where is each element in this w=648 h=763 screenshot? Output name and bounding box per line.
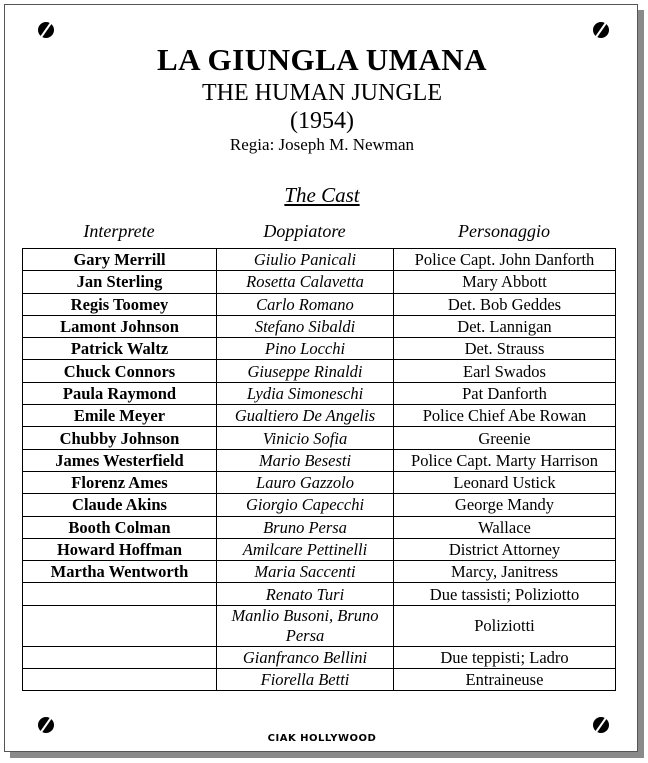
cell-voice: Gualtiero De Angelis xyxy=(217,405,394,427)
cell-voice: Giuseppe Rinaldi xyxy=(217,360,394,382)
cast-table xyxy=(22,248,616,691)
table-row xyxy=(23,494,616,516)
cell-voice: Mario Besesti xyxy=(217,449,394,471)
cell-actor: Howard Hoffman xyxy=(23,538,217,560)
cell-role: Police Capt. Marty Harrison xyxy=(394,449,616,471)
cell-voice: Lauro Gazzolo xyxy=(217,471,394,493)
cell-actor: James Westerfield xyxy=(23,449,217,471)
table-row xyxy=(23,669,616,691)
cell-role: Det. Strauss xyxy=(394,338,616,360)
cell-role: Mary Abbott xyxy=(394,271,616,293)
screw-icon xyxy=(38,717,54,733)
table-row xyxy=(23,516,616,538)
cell-voice: Lydia Simoneschi xyxy=(217,382,394,404)
cell-voice: Bruno Persa xyxy=(217,516,394,538)
director-credit: Regia: Joseph M. Newman xyxy=(229,135,415,154)
cell-actor: Emile Meyer xyxy=(23,405,217,427)
cell-role: District Attorney xyxy=(394,538,616,560)
cell-actor: Chubby Johnson xyxy=(23,427,217,449)
table-row xyxy=(23,583,616,605)
cell-voice: Carlo Romano xyxy=(217,293,394,315)
cell-role: Greenie xyxy=(394,427,616,449)
cell-role: Earl Swados xyxy=(394,360,616,382)
cell-voice: Stefano Sibaldi xyxy=(217,315,394,337)
cell-role: George Mandy xyxy=(394,494,616,516)
release-year: (1954) xyxy=(290,108,354,134)
cell-role: Wallace xyxy=(394,516,616,538)
screw-icon xyxy=(593,717,609,733)
cell-actor: Jan Sterling xyxy=(23,271,217,293)
cell-voice: Pino Locchi xyxy=(217,338,394,360)
cell-voice: Fiorella Betti xyxy=(217,669,394,691)
logo-text: CIAK HOLLYWOOD xyxy=(267,733,377,744)
table-row xyxy=(23,427,616,449)
cell-actor: Patrick Waltz xyxy=(23,338,217,360)
cell-role: Police Chief Abe Rowan xyxy=(394,405,616,427)
cell-role: Entraineuse xyxy=(394,669,616,691)
cell-role: Due tassisti; Poliziotto xyxy=(394,583,616,605)
cell-actor: Booth Colman xyxy=(23,516,217,538)
cell-role: Det. Bob Geddes xyxy=(394,293,616,315)
column-header-role: Personaggio xyxy=(458,221,550,241)
table-row xyxy=(23,382,616,404)
column-header-voice: Doppiatore xyxy=(263,221,346,241)
cell-role: Marcy, Janitress xyxy=(394,561,616,583)
cell-voice: Rosetta Calavetta xyxy=(217,271,394,293)
cell-role: Leonard Ustick xyxy=(394,471,616,493)
cell-voice: Maria Saccenti xyxy=(217,561,394,583)
cell-voice: Renato Turi xyxy=(217,583,394,605)
cell-actor xyxy=(23,669,217,691)
table-row xyxy=(23,315,616,337)
cell-role: Police Capt. John Danforth xyxy=(394,249,616,271)
table-row xyxy=(23,605,616,646)
table-row xyxy=(23,449,616,471)
cell-actor: Paula Raymond xyxy=(23,382,217,404)
cell-actor xyxy=(23,646,217,668)
table-row xyxy=(23,538,616,560)
table-row xyxy=(23,471,616,493)
table-row xyxy=(23,646,616,668)
screw-icon xyxy=(593,22,609,38)
column-header-actor: Interprete xyxy=(83,221,155,241)
cell-role: Det. Lannigan xyxy=(394,315,616,337)
cell-voice: Vinicio Sofia xyxy=(217,427,394,449)
cell-voice: Giorgio Capecchi xyxy=(217,494,394,516)
plaque xyxy=(4,4,638,752)
cell-actor: Claude Akins xyxy=(23,494,217,516)
table-row xyxy=(23,405,616,427)
table-row xyxy=(23,293,616,315)
cell-voice: Gianfranco Bellini xyxy=(217,646,394,668)
table-row xyxy=(23,271,616,293)
cell-actor: Florenz Ames xyxy=(23,471,217,493)
cell-voice: Manlio Busoni, Bruno Persa xyxy=(217,605,394,646)
cell-actor: Martha Wentworth xyxy=(23,561,217,583)
table-row xyxy=(23,561,616,583)
title-italian: LA GIUNGLA UMANA xyxy=(156,42,488,77)
cell-actor xyxy=(23,605,217,646)
table-row xyxy=(23,249,616,271)
cell-role: Pat Danforth xyxy=(394,382,616,404)
table-row xyxy=(23,338,616,360)
title-english: THE HUMAN JUNGLE xyxy=(202,80,442,106)
cell-role: Due teppisti; Ladro xyxy=(394,646,616,668)
table-row xyxy=(23,360,616,382)
cell-actor: Lamont Johnson xyxy=(23,315,217,337)
cell-actor: Regis Toomey xyxy=(23,293,217,315)
cell-voice: Giulio Panicali xyxy=(217,249,394,271)
cell-actor xyxy=(23,583,217,605)
cell-actor: Gary Merrill xyxy=(23,249,217,271)
cast-heading: The Cast xyxy=(284,183,360,207)
cell-role: Poliziotti xyxy=(394,605,616,646)
cell-actor: Chuck Connors xyxy=(23,360,217,382)
screw-icon xyxy=(38,22,54,38)
cell-voice: Amilcare Pettinelli xyxy=(217,538,394,560)
